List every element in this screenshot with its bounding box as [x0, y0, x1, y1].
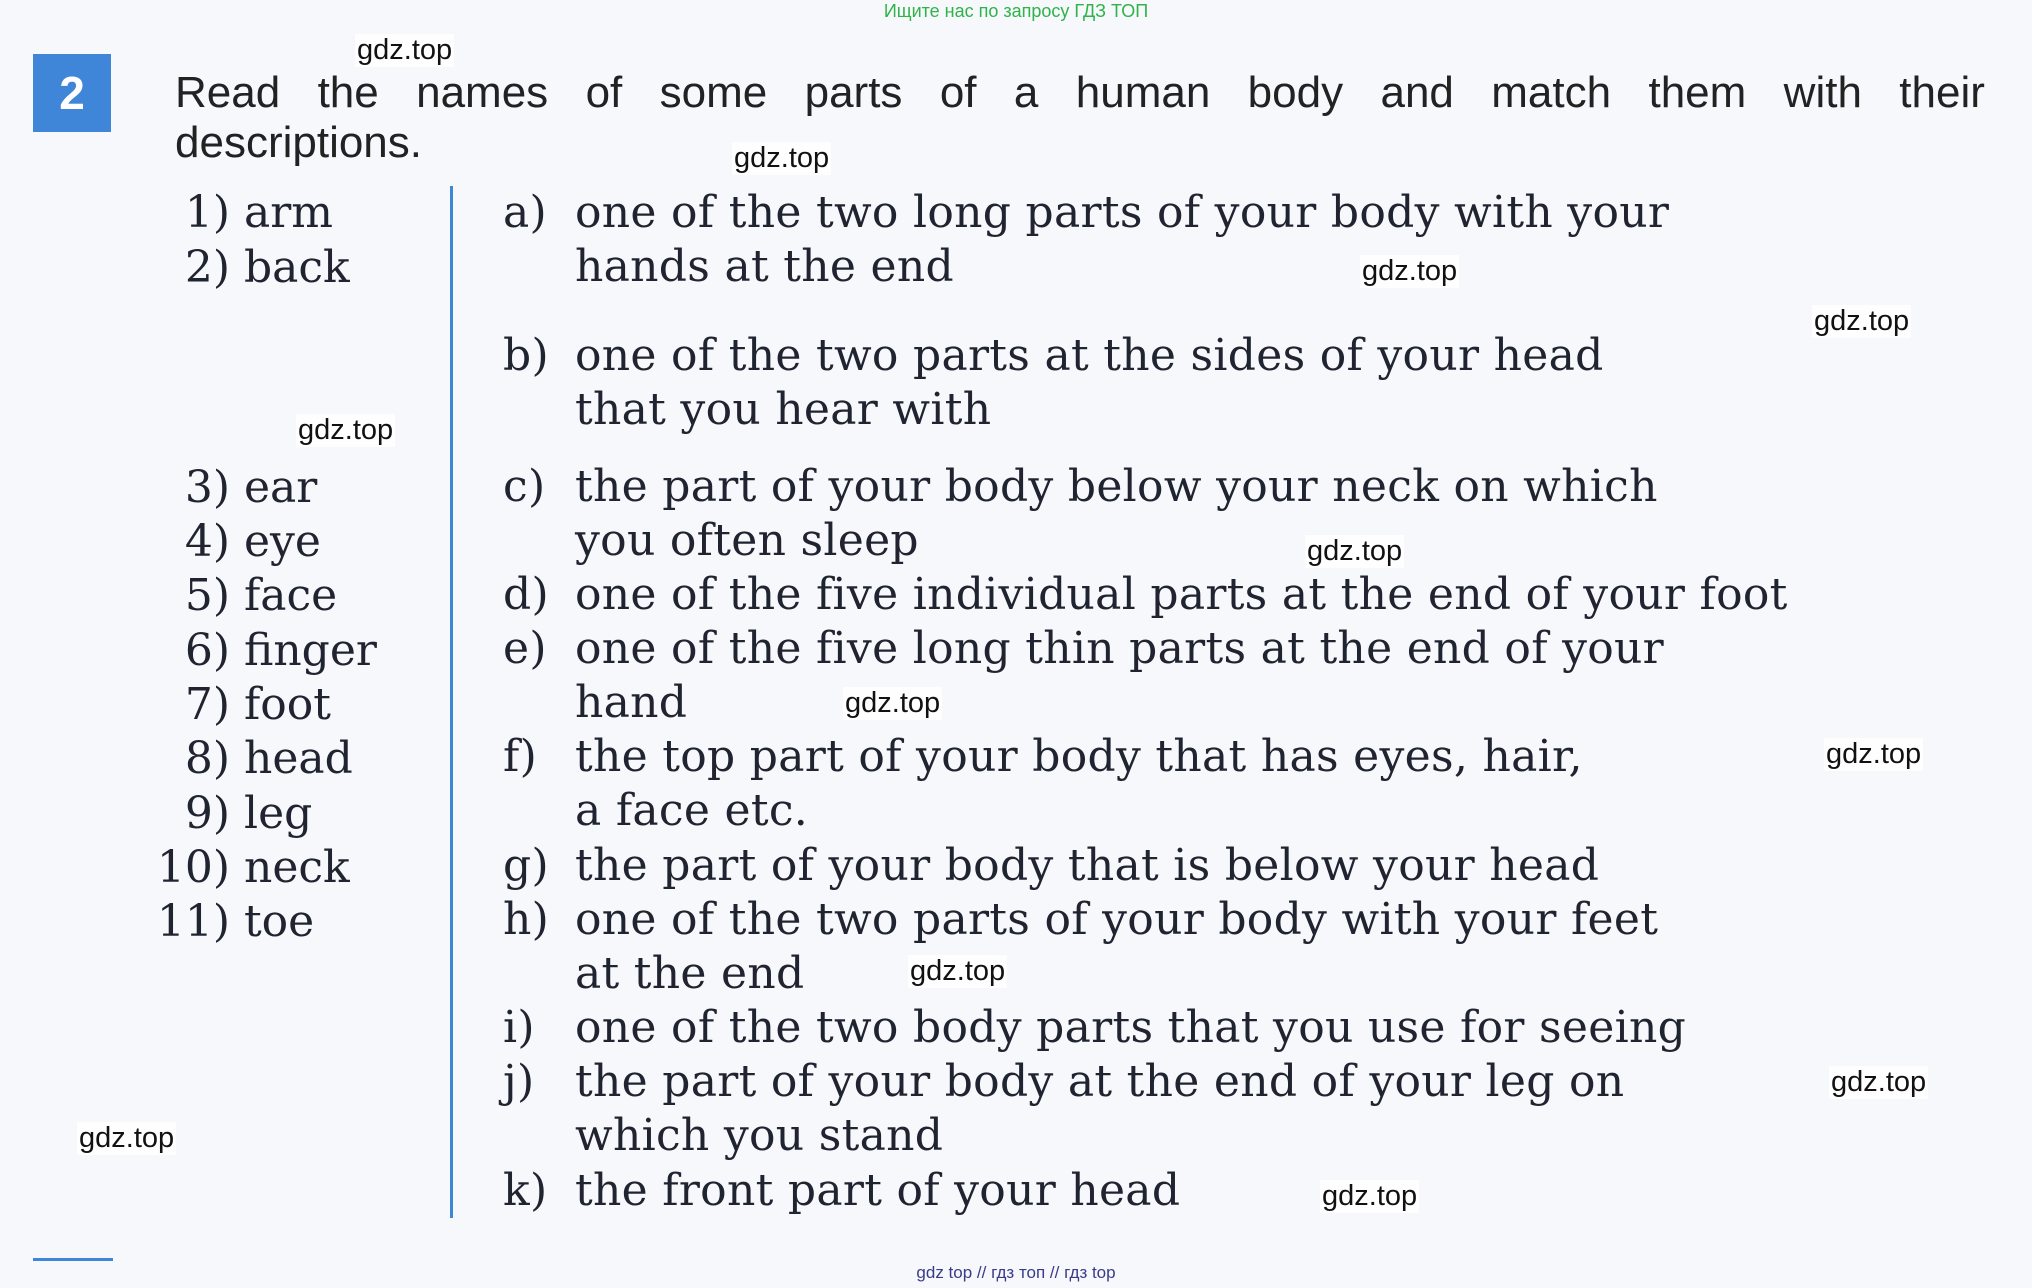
term-word: eye [244, 516, 321, 567]
term-word: face [244, 570, 338, 621]
definition-line: the front part of your head [575, 1165, 1181, 1216]
term-item [150, 843, 350, 893]
instruction-word: of [939, 68, 977, 117]
instruction-word: of [585, 68, 623, 117]
term-item [150, 897, 314, 947]
definition-letter: e) [503, 623, 547, 674]
definition-line: hands at the end [575, 241, 954, 292]
term-number: 5) [184, 570, 230, 621]
term-item [150, 571, 337, 621]
definition-line: one of the five individual parts at the end of your foot [575, 569, 1788, 620]
term-number: 8) [184, 733, 230, 784]
term-number: 2) [184, 242, 230, 293]
definition-line: one of the two parts at the sides of your head [575, 330, 1604, 381]
instruction-word: match [1491, 68, 1612, 117]
definition-j [503, 1055, 1624, 1163]
instruction-line-1 [175, 68, 1985, 118]
definition-a [503, 186, 1669, 294]
bottom-rule [33, 1258, 113, 1261]
term-word: back [244, 242, 350, 293]
term-word: head [244, 733, 353, 784]
watermark: gdz.top [1362, 255, 1458, 287]
watermark: gdz.top [1826, 738, 1922, 770]
term-number: 1) [184, 187, 230, 238]
definition-line: one of the two parts of your body with your feet [575, 894, 1659, 945]
definition-line: one of the five long thin parts at the end of your [575, 623, 1665, 674]
term-word: arm [244, 187, 333, 238]
term-number: 4) [184, 516, 230, 567]
definition-h [503, 893, 1658, 1001]
term-item [150, 463, 317, 513]
definition-g [503, 839, 1599, 893]
watermark: gdz.top [298, 414, 394, 446]
definition-line: the part of your body that is below your head [575, 840, 1600, 891]
instruction-word: them [1648, 68, 1747, 117]
definition-letter: d) [503, 569, 549, 620]
definition-letter: f) [503, 731, 538, 782]
watermark: gdz.top [734, 142, 830, 174]
definition-line: at the end [575, 948, 805, 999]
instruction-word: parts [804, 68, 903, 117]
instruction-word: and [1380, 68, 1454, 117]
bottom-banner[interactable]: gdz top // гдз топ // гдз top [916, 1263, 1116, 1282]
watermark: gdz.top [1322, 1180, 1418, 1212]
definition-line: that you hear with [575, 384, 992, 435]
watermark: gdz.top [79, 1122, 175, 1154]
term-item [150, 626, 377, 676]
term-item [150, 243, 350, 293]
definition-line: you often sleep [575, 515, 919, 566]
definition-letter: j) [503, 1056, 535, 1107]
definition-letter: i) [503, 1002, 535, 1053]
definition-f [503, 730, 1583, 838]
watermark: gdz.top [845, 687, 941, 719]
term-item [150, 188, 333, 238]
instruction-line-2: descriptions. [175, 118, 423, 167]
definition-line: one of the two body parts that you use for seeing [575, 1002, 1687, 1053]
definition-line: the top part of your body that has eyes, hair, [575, 731, 1583, 782]
definition-i [503, 1001, 1686, 1055]
definition-k [503, 1164, 1180, 1218]
term-item [150, 789, 312, 839]
term-number: 10) [156, 842, 230, 893]
watermark: gdz.top [1831, 1066, 1927, 1098]
term-word: toe [244, 896, 315, 947]
term-word: leg [244, 788, 313, 839]
definition-line: hand [575, 677, 688, 728]
watermark: gdz.top [1814, 305, 1910, 337]
watermark: gdz.top [1307, 535, 1403, 567]
instruction-word: a [1013, 68, 1039, 117]
watermark: gdz.top [357, 34, 453, 66]
exercise-number-badge: 2 [33, 54, 111, 132]
instruction-word: human [1075, 68, 1211, 117]
exercise-instruction [175, 68, 1985, 168]
definition-e [503, 622, 1664, 730]
term-word: ear [244, 462, 318, 513]
instruction-word: body [1247, 68, 1344, 117]
term-word: foot [244, 679, 331, 730]
definition-line: a face etc. [575, 785, 809, 836]
term-item [150, 680, 331, 730]
definition-letter: h) [503, 894, 550, 945]
instruction-word: the [317, 68, 379, 117]
definition-line: one of the two long parts of your body with your [575, 187, 1670, 238]
column-divider [450, 186, 453, 1218]
term-item [150, 517, 321, 567]
definition-line: which you stand [575, 1110, 944, 1161]
term-number: 3) [184, 462, 230, 513]
term-word: finger [244, 625, 377, 676]
term-item [150, 734, 353, 784]
definition-line: the part of your body below your neck on which [575, 461, 1658, 512]
definition-letter: c) [503, 461, 546, 512]
definition-letter: k) [503, 1165, 548, 1216]
instruction-word: some [659, 68, 768, 117]
term-number: 9) [184, 788, 230, 839]
instruction-word: with [1783, 68, 1862, 117]
instruction-word: their [1899, 68, 1985, 117]
term-number: 7) [184, 679, 230, 730]
term-number: 6) [184, 625, 230, 676]
watermark: gdz.top [910, 955, 1006, 987]
term-word: neck [244, 842, 350, 893]
definition-letter: g) [503, 840, 549, 891]
definition-d [503, 568, 1788, 622]
definition-b [503, 329, 1604, 437]
term-number: 11) [156, 896, 230, 947]
definition-letter: b) [503, 330, 549, 381]
instruction-word: Read [175, 68, 281, 117]
instruction-word: names [416, 68, 549, 117]
definition-line: the part of your body at the end of your leg on [575, 1056, 1625, 1107]
definition-c [503, 460, 1658, 568]
top-banner[interactable]: Ищите нас по запросу ГДЗ ТОП [883, 1, 1149, 21]
definition-letter: a) [503, 187, 547, 238]
